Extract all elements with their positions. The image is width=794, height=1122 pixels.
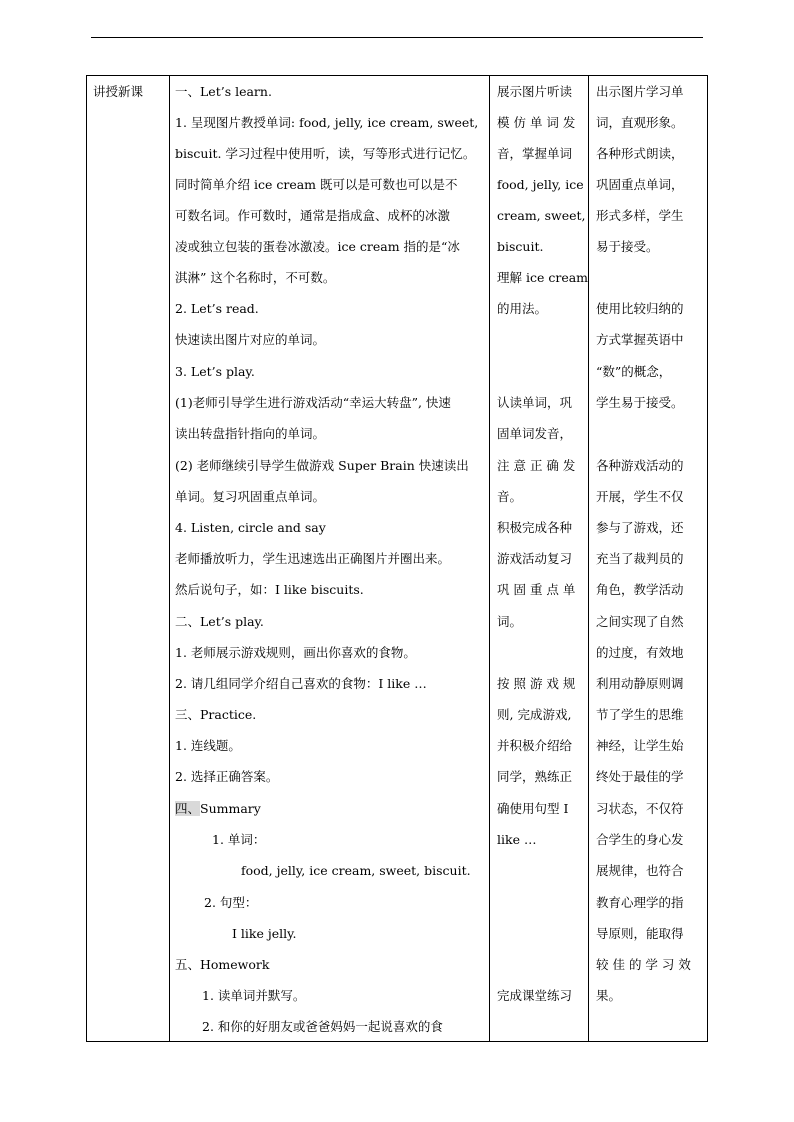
activity-line: 巩 固 重 点 单: [497, 582, 576, 597]
intent-line: 教育心理学的指: [596, 895, 684, 910]
intent-line: 开展，学生不仅: [596, 489, 684, 504]
intent-line: 的过度，有效地: [596, 645, 684, 660]
summary-label: Summary: [200, 801, 261, 816]
activity-line: 的用法。: [497, 301, 548, 316]
activity-line: 词。: [497, 614, 523, 629]
summary-line: [175, 801, 261, 817]
activity-line: like …: [497, 832, 537, 847]
activity-line: 则, 完成游戏,: [497, 707, 572, 722]
intent-line: 神经，让学生始: [596, 738, 684, 753]
intent-line: 角色，教学活动: [596, 582, 684, 597]
stage-label: 讲授新课: [93, 84, 144, 99]
procedure-line: 2. 和你的好朋友或爸爸妈妈一起说喜欢的食: [202, 1019, 443, 1034]
activity-line: 展示图片听读: [497, 84, 573, 99]
activity-line: 注 意 正 确 发: [497, 458, 576, 473]
procedure-line: 三、Practice.: [175, 707, 257, 722]
intent-line: 展规律，也符合: [596, 863, 684, 878]
procedure-line: 1. 老师展示游戏规则，画出你喜欢的食物。: [175, 645, 416, 660]
procedure-line: 2. 选择正确答案。: [175, 769, 279, 784]
procedure-line: 淇淋” 这个名称时，不可数。: [175, 270, 336, 285]
procedure-line: 凌或独立包装的蛋卷冰激凌。ice cream 指的是“冰: [175, 239, 460, 254]
intent-line: 各种游戏活动的: [596, 458, 684, 473]
intent-line: 习状态，不仅符: [596, 801, 684, 816]
header-rule: [91, 37, 703, 38]
activity-line: 按 照 游 戏 规: [497, 676, 576, 691]
intent-line: “数”的概念，: [596, 364, 672, 379]
procedure-line: 4. Listen, circle and say: [175, 520, 326, 535]
intent-line: 学生易于接受。: [596, 395, 684, 410]
activity-line: 固单词发音，: [497, 426, 573, 441]
intent-line: 使用比较归纳的: [596, 301, 684, 316]
procedure-line: 快速读出图片对应的单词。: [175, 332, 326, 347]
procedure-line: 一、Let’s learn.: [175, 84, 272, 99]
procedure-line: 1. 单词：: [212, 832, 266, 847]
procedure-line: 二、Let’s play.: [175, 614, 264, 629]
intent-line: 方式掌握英语中: [596, 332, 684, 347]
procedure-line: 同时简单介绍 ice cream 既可以是可数也可以是不: [175, 177, 458, 192]
intent-line: 参与了游戏，还: [596, 520, 684, 535]
procedure-line: food, jelly, ice cream, sweet, biscuit.: [241, 863, 471, 878]
intent-line: 各种形式朗读，: [596, 146, 684, 161]
highlighted-prefix: 四、: [175, 801, 201, 816]
procedure-line: 五、Homework: [175, 957, 270, 972]
intent-line: 终处于最佳的学: [596, 769, 684, 784]
procedure-line: 可数名词。作可数时，通常是指成盒、成杯的冰激: [175, 208, 451, 223]
procedure-line: 单词。复习巩固重点单词。: [175, 489, 326, 504]
intent-line: 合学生的身心发: [596, 832, 684, 847]
activity-line: 模 仿 单 词 发: [497, 115, 576, 130]
procedure-line: 然后说句子，如：I like biscuits.: [175, 582, 364, 597]
intent-line: 之间实现了自然: [596, 614, 684, 629]
procedure-line: 1. 呈现图片教授单词: food, jelly, ice cream, sweet,: [175, 115, 479, 130]
procedure-line: 2. 句型：: [204, 895, 258, 910]
activity-line: 音。: [497, 489, 523, 504]
procedure-line: 3. Let’s play.: [175, 364, 255, 379]
intent-line: 词，直观形象。: [596, 115, 684, 130]
intent-line: 导原则，能取得: [596, 926, 684, 941]
procedure-line: 老师播放听力，学生迅速选出正确图片并圈出来。: [175, 551, 451, 566]
activity-line: biscuit.: [497, 239, 544, 254]
activity-line: 认读单词，巩: [497, 395, 573, 410]
intent-line: 巩固重点单词，: [596, 177, 684, 192]
procedure-line: (1)老师引导学生进行游戏活动“幸运大转盘”, 快速: [175, 395, 451, 410]
procedure-line: 1. 读单词并默写。: [202, 988, 306, 1003]
intent-line: 果。: [596, 988, 622, 1003]
activity-line: 积极完成各种: [497, 520, 573, 535]
intent-line: 充当了裁判员的: [596, 551, 684, 566]
intent-line: 利用动静原则调: [596, 676, 684, 691]
procedure-line: 读出转盘指针指向的单词。: [175, 426, 326, 441]
column-divider: [169, 76, 170, 1041]
procedure-line: I like jelly.: [232, 926, 297, 941]
activity-line: 确使用句型 I: [497, 801, 569, 816]
activity-line: 理解 ice cream: [497, 270, 589, 285]
intent-line: 易于接受。: [596, 239, 659, 254]
intent-line: 形式多样，学生: [596, 208, 684, 223]
activity-line: food, jelly, ice: [497, 177, 584, 192]
column-divider: [489, 76, 490, 1041]
procedure-line: (2) 老师继续引导学生做游戏 Super Brain 快速读出: [175, 458, 469, 473]
activity-line: 并积极介绍给: [497, 738, 573, 753]
procedure-line: 1. 连线题。: [175, 738, 241, 753]
activity-line: 完成课堂练习: [497, 988, 573, 1003]
activity-line: cream, sweet,: [497, 208, 586, 223]
activity-line: 同学，熟练正: [497, 769, 573, 784]
activity-line: 游戏活动复习: [497, 551, 573, 566]
activity-line: 音，掌握单词: [497, 146, 573, 161]
intent-line: 出示图片学习单: [596, 84, 684, 99]
intent-line: 较 佳 的 学 习 效: [596, 957, 691, 972]
procedure-line: 2. 请几组同学介绍自己喜欢的食物：I like …: [175, 676, 427, 691]
column-divider: [588, 76, 589, 1041]
intent-line: 节了学生的思维: [596, 707, 684, 722]
procedure-line: biscuit. 学习过程中使用听，读，写等形式进行记忆。: [175, 146, 476, 161]
procedure-line: 2. Let’s read.: [175, 301, 259, 316]
